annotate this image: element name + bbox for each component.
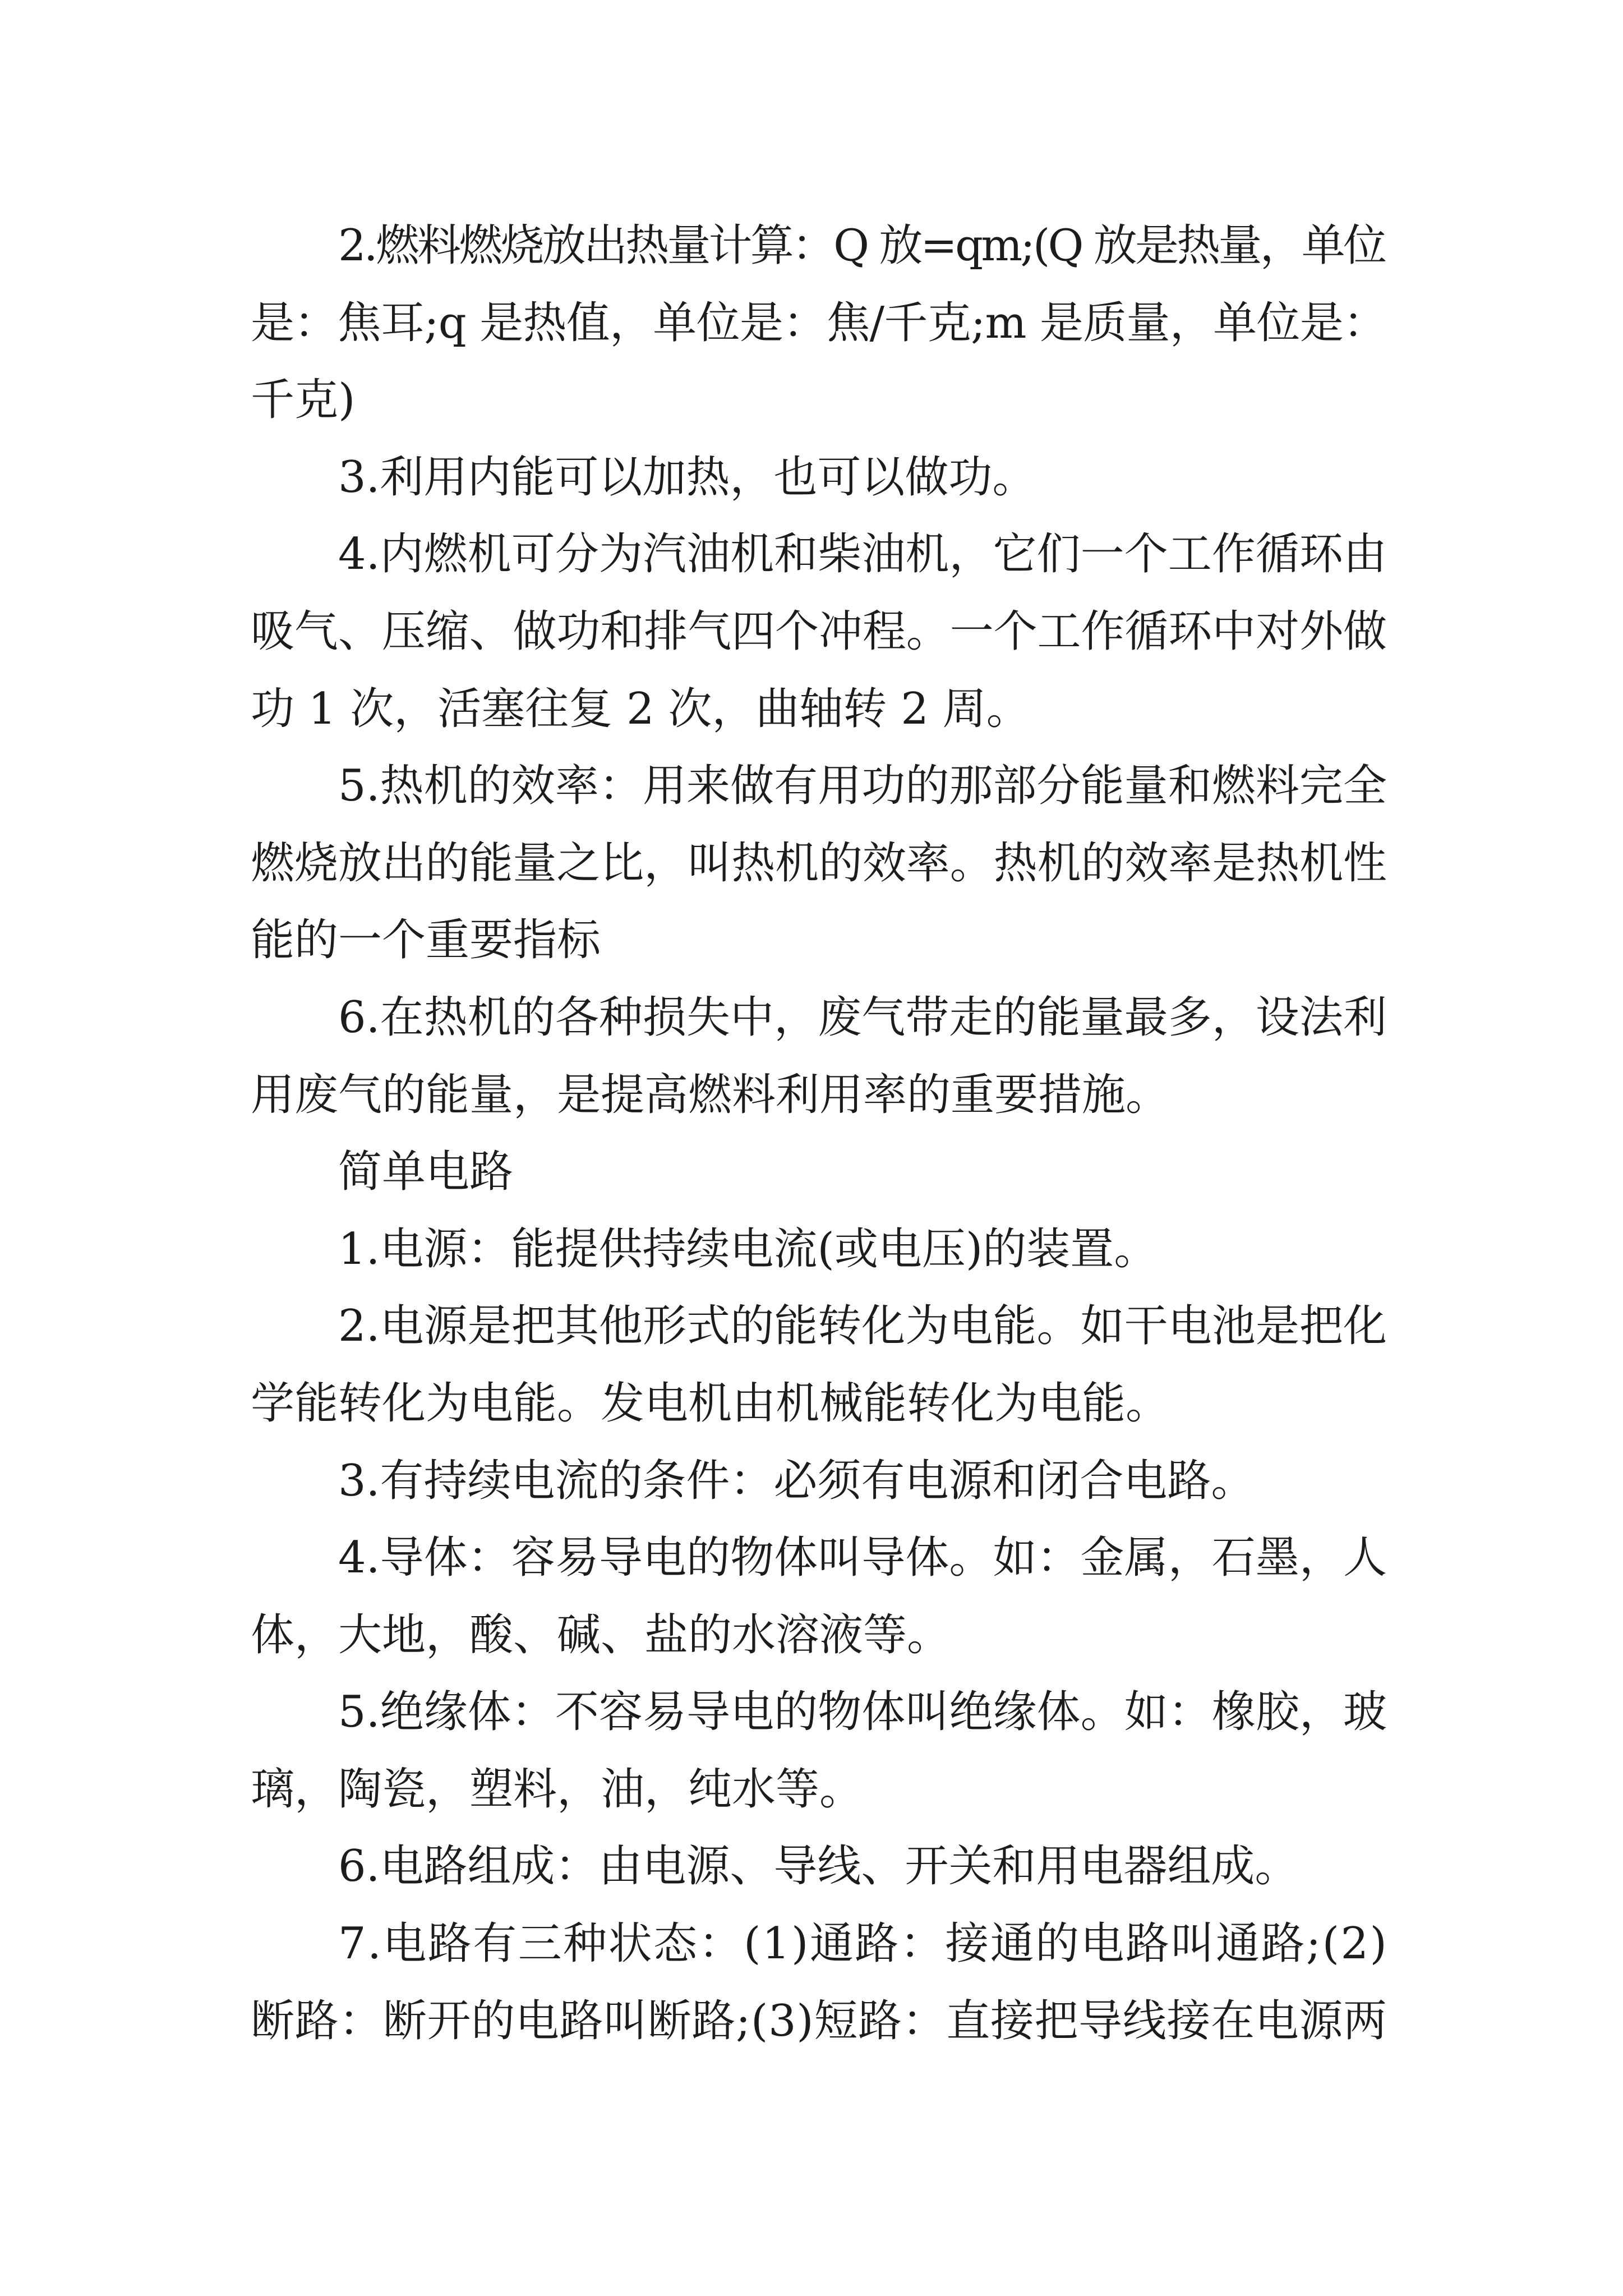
- paragraph-circuit-states: [251, 1906, 1387, 2060]
- paragraph-line: 4.导体：容易导电的物体叫导体。如：金属，石墨，人: [338, 1533, 1387, 1584]
- paragraph-line: 6.电路组成：由电源、导线、开关和用电器组成。: [338, 1841, 1299, 1892]
- paragraph-line: 用废气的能量，是提高燃料利用率的重要措施。: [251, 1069, 1170, 1120]
- paragraph-line: 2.燃料燃烧放出热量计算：Q 放=qm;(Q 放是热量，单位: [338, 220, 1385, 271]
- paragraph-line: 燃烧放出的能量之比，叫热机的效率。热机的效率是热机性: [251, 838, 1387, 889]
- paragraph-line: 7.电路有三种状态：(1)通路：接通的电路叫通路;(2): [338, 1918, 1389, 1970]
- paragraph-exhaust-loss: [251, 979, 1387, 1134]
- paragraph-internal-energy: [251, 439, 1387, 517]
- body-text: [251, 208, 1387, 2060]
- paragraph-combustion-engine: [251, 516, 1387, 748]
- paragraph-line: 3.利用内能可以加热，也可以做功。: [338, 452, 1036, 503]
- paragraph-line: 学能转化为电能。发电机由机械能转化为电能。: [251, 1378, 1170, 1429]
- paragraph-insulator: [251, 1674, 1387, 1828]
- paragraph-line: 5.绝缘体：不容易导电的物体叫绝缘体。如：橡胶，玻: [338, 1687, 1387, 1738]
- paragraph-line: 5.热机的效率：用来做有用功的那部分能量和燃料完全: [338, 761, 1387, 812]
- paragraph-line: 断路：断开的电路叫断路;(3)短路：直接把导线接在电源两: [251, 1995, 1387, 2046]
- paragraph-energy-conversion: [251, 1288, 1387, 1442]
- paragraph-line: 体，大地，酸、碱、盐的水溶液等。: [251, 1609, 951, 1660]
- section-heading: [251, 1134, 1387, 1211]
- paragraph-line: 千克): [251, 375, 356, 426]
- paragraph-line: 3.有持续电流的条件：必须有电源和闭合电路。: [338, 1455, 1255, 1506]
- paragraph-line: 璃，陶瓷，塑料，油，纯水等。: [251, 1764, 864, 1815]
- paragraph-line: 吸气、压缩、做功和排气四个冲程。一个工作循环中对外做: [251, 606, 1387, 657]
- paragraph-engine-efficiency: [251, 748, 1387, 979]
- paragraph-power-source: [251, 1211, 1387, 1289]
- paragraph-line: 是：焦耳;q 是热值，单位是：焦/千克;m 是质量，单位是：: [251, 297, 1387, 348]
- paragraph-line: 2.电源是把其他形式的能转化为电能。如干电池是把化: [338, 1301, 1387, 1352]
- paragraph-line: 功 1 次，活塞往复 2 次，曲轴转 2 周。: [251, 683, 1030, 734]
- paragraph-line: 能的一个重要指标: [251, 915, 601, 966]
- paragraph-line: 6.在热机的各种损失中，废气带走的能量最多，设法利: [338, 992, 1387, 1043]
- paragraph-fuel-heat: [251, 208, 1387, 439]
- paragraph-circuit-components: [251, 1828, 1387, 1906]
- paragraph-line: 1.电源：能提供持续电流(或电压)的装置。: [338, 1223, 1158, 1274]
- paragraph-line: 4.内燃机可分为汽油机和柴油机，它们一个工作循环由: [338, 529, 1387, 580]
- paragraph-current-condition: [251, 1443, 1387, 1520]
- paragraph-conductor: [251, 1520, 1387, 1674]
- section-heading-text: 简单电路: [338, 1147, 514, 1198]
